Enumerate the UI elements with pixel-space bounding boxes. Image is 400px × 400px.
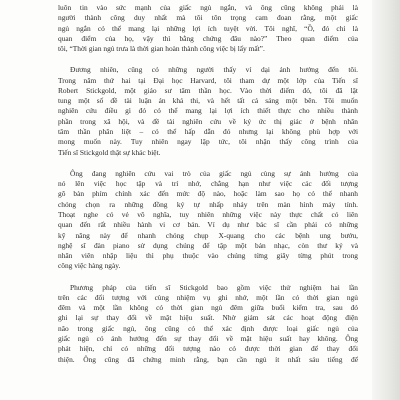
text-line: tôi, “Thời gian ngủ trưa là thời gian hoàn thành công việc bị lấy mất”. [58, 44, 265, 54]
text-line: Ông đang nghiên cứu vai trò của giấc ngủ cùng sự ảnh hưởng của [70, 168, 358, 178]
text-line: nghệ sĩ đàn piano sử dụng chúng để tập một bản nhạc, còn thư ký và [58, 240, 358, 250]
paragraph-gap [58, 54, 358, 65]
text-line: nghiên cứu điều gì đó có thể mang lại lợi ích thiết thực cho nhiều thành [58, 106, 358, 116]
text-line: gõ bàn phím chính xác đến mức độ nào, hoặc làm sao họ có thể nhanh [58, 189, 358, 199]
text-line: trên các đối tượng với cùng nhiệm vụ ghi nhớ, một lần có thời gian ngủ [58, 292, 358, 302]
text-line: luôn tin vào sức mạnh của giấc ngủ ngắn, và ông cũng không phải là [58, 3, 358, 12]
text-line: giấc ngủ có ảnh hưởng đến sự thay đổi về mặt hiệu suất hay không. Ông [58, 334, 358, 343]
paragraph-harvard [58, 65, 358, 158]
text-line: kỹ năng này để nhanh chóng chụp X-quang cho các bệnh ung bướu, [58, 230, 358, 240]
text-line: công việc hàng ngày. [58, 261, 121, 271]
text-line: nhân viên nhập liệu thì phụ thuộc vào chúng từng giây từng phút trong [58, 251, 358, 261]
text-line: chóng chọn ra những đồng ký tự nhấp nháy trên màn hình máy tính. [58, 199, 358, 209]
text-line: tâm thần phân liệt – có thể hấp dẫn đó nhưng lại không phù hợp với [58, 127, 358, 137]
text-line: Phương pháp của tiến sĩ Stickgold bao gồm việc thử nghiệm hai lần [70, 282, 358, 292]
text-line: quan đến rất nhiều hành vi cơ bản. Ví dụ như bác sĩ cần phải có những [58, 220, 358, 230]
text-line: Robert Stickgold, một giáo sư tâm thần học. Vào thời điểm đó, tôi đã lật [58, 85, 358, 95]
text-line: người thành công duy nhất mà tôi tôn trọng cam đoan rằng, một giấc [58, 13, 358, 23]
text-line: ngủ ngắn có thể mang lại những lợi ích tuyệt vời. Tôi nghĩ, “Ồ, đó chỉ là [58, 23, 358, 33]
text-line: Đương nhiên, cũng có những người thấy ví dại ảnh hưởng đến tôi. [70, 65, 358, 75]
text-line: Trong năm thứ hai tại Đại học Harvard, tôi tham dự một lớp của Tiến sĩ [58, 75, 358, 85]
text-line: Thoạt nghe có vẻ vô nghĩa, tuy nhiên những việc này thực chất có liên [58, 209, 358, 219]
paragraph-gap [58, 272, 358, 283]
text-line: phần trong xã hội, và đề tài nghiên cứu về ký ức thị giác ở bệnh nhân [58, 116, 358, 126]
paragraph-method [58, 283, 358, 365]
text-line: Tiến sĩ Stickgold thật sự khác biệt. [58, 147, 161, 157]
paragraph-continuation [58, 3, 358, 54]
text-line: ghi lại sự thay đổi về mặt hiệu suất. Nhờ giám sát các hoạt động điện [58, 313, 358, 323]
text-line: tung một số đề tài luận án khả thi, và hết tất cả sáng một bên. Tôi muốn [58, 96, 358, 106]
text-line: thiện. Ông cũng đã chứng minh rằng, bạn cần ngủ ít nhất sáu tiếng để [58, 354, 358, 364]
text-line: não trong giấc ngủ, ông cũng có thể xác định được loại giấc ngủ của [58, 323, 358, 333]
body-text-column [58, 3, 358, 365]
paragraph-gap [58, 158, 358, 169]
text-line: nó lên việc học tập và trí nhớ, chẳng hạn như việc các đối tượng [58, 179, 358, 189]
text-line: mong muốn này. Tuy nhiên ngay lập tức, tôi nhận thấy công trình của [58, 137, 358, 147]
text-line: quan điểm của họ, vậy thì bằng chứng đâu nào?” Theo quan điểm của [58, 33, 358, 43]
page-gutter-shadow [372, 0, 400, 400]
text-line: phát hiện, chỉ có những đối tượng nào có được thời gian để thay đổi [58, 344, 358, 354]
text-line: đêm và một lần không có thời gian ngủ đêm giữa buổi kiểm tra, sau đó [58, 303, 358, 313]
paragraph-research [58, 169, 358, 272]
